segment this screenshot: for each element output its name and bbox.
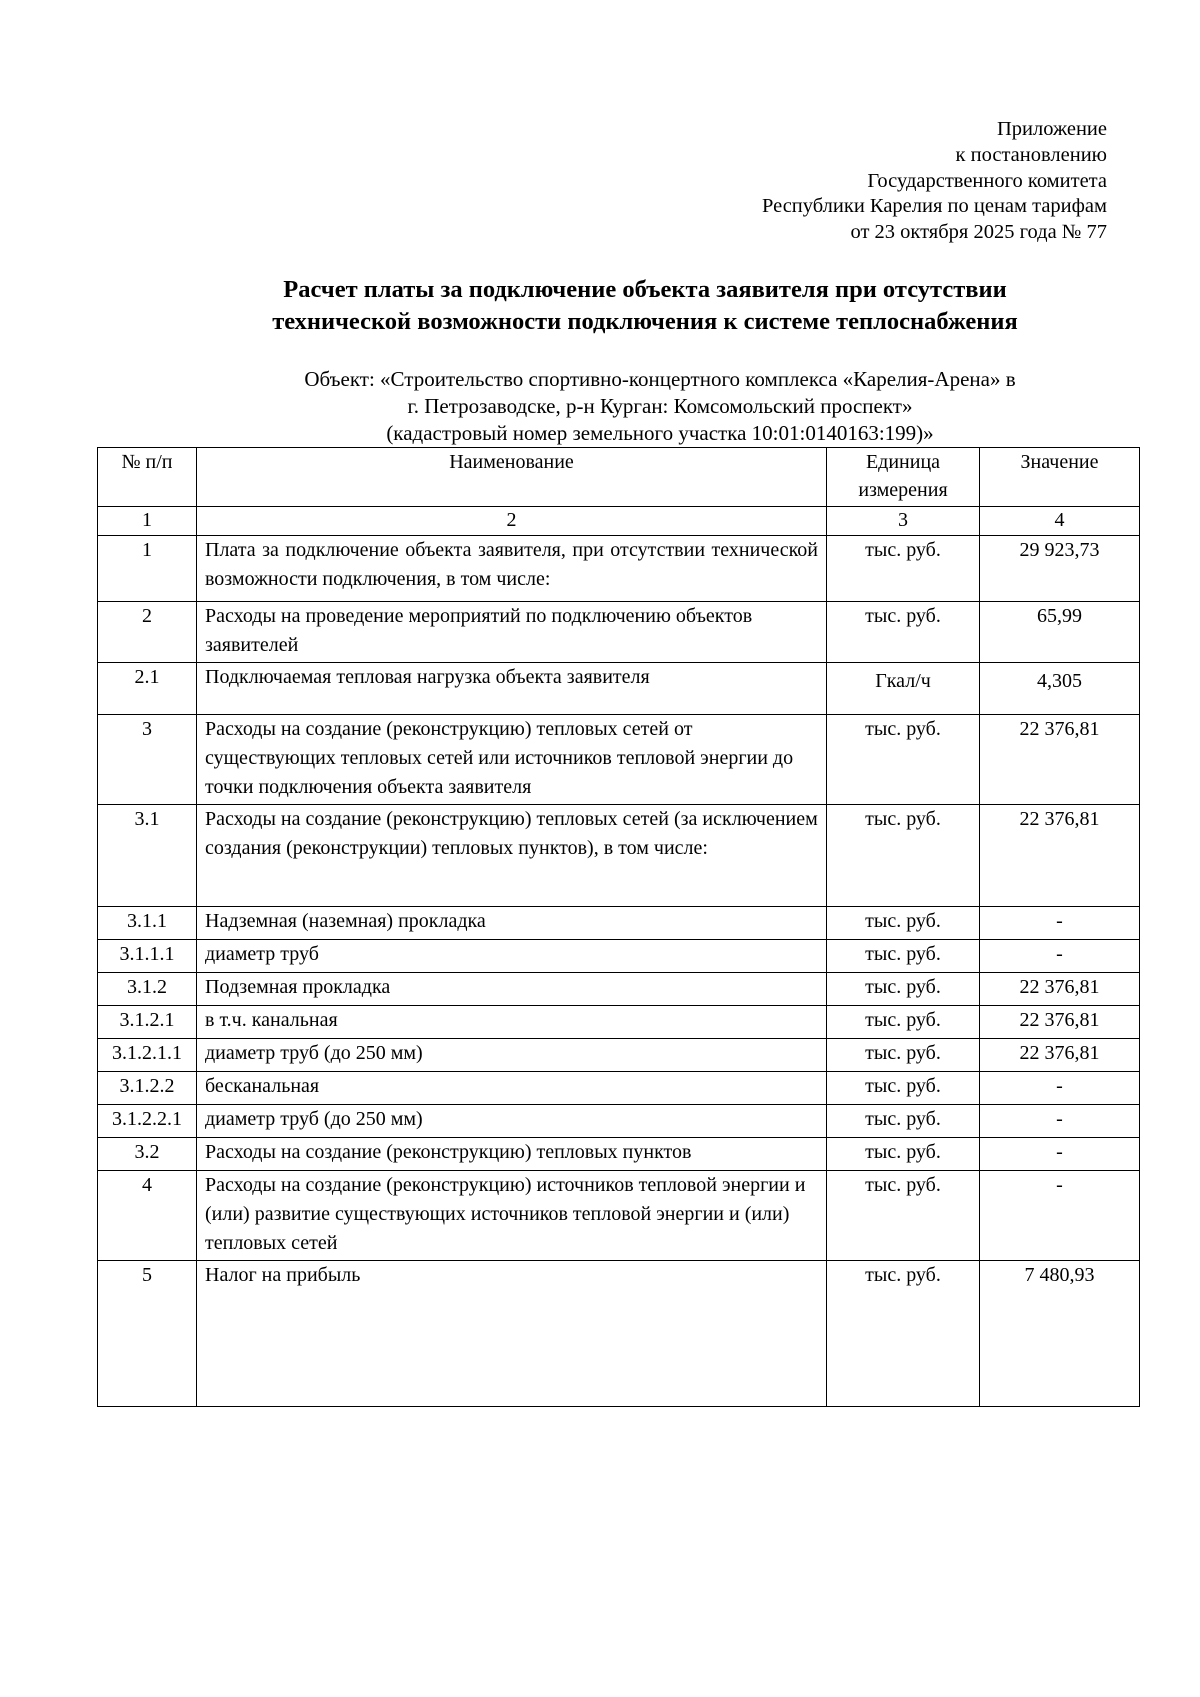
row-num: 3.1.2.2.1 <box>98 1105 197 1138</box>
header-value: Значение <box>980 448 1140 507</box>
title-line: технической возможности подключения к системе теплоснабжения <box>272 308 1018 335</box>
annex-line: от 23 октября 2025 года № 77 <box>850 221 1107 244</box>
table-row <box>98 536 1140 602</box>
column-index: 2 <box>197 507 827 536</box>
table-row <box>98 602 1140 663</box>
row-name: диаметр труб <box>197 940 827 973</box>
row-num: 2.1 <box>98 663 197 715</box>
row-name: Налог на прибыль <box>197 1261 827 1407</box>
row-value: 22 376,81 <box>980 973 1140 1006</box>
row-unit: тыс. руб. <box>827 907 980 940</box>
table-row <box>98 1171 1140 1261</box>
row-name: Подключаемая тепловая нагрузка объекта заявителя <box>197 663 827 715</box>
row-name: Надземная (наземная) прокладка <box>197 907 827 940</box>
row-unit: тыс. руб. <box>827 1261 980 1407</box>
header-unit <box>827 448 980 507</box>
object-line: г. Петрозаводске, р-н Курган: Комсомольский проспект» <box>407 394 913 418</box>
table-row <box>98 940 1140 973</box>
column-index-row <box>98 507 1140 536</box>
row-num: 3.1.1 <box>98 907 197 940</box>
row-value: 22 376,81 <box>980 805 1140 907</box>
object-description <box>90 366 1200 447</box>
row-unit: тыс. руб. <box>827 1171 980 1261</box>
row-unit: тыс. руб. <box>827 805 980 907</box>
row-unit: тыс. руб. <box>827 536 980 602</box>
row-unit: тыс. руб. <box>827 1006 980 1039</box>
row-value: - <box>980 1072 1140 1105</box>
row-unit: тыс. руб. <box>827 940 980 973</box>
row-name: бесканальная <box>197 1072 827 1105</box>
title-line: Расчет платы за подключение объекта заявителя при отсутствии <box>283 276 1007 303</box>
row-name: Плата за подключение объекта заявителя, при отсутствии технической возможности подключения, в том числе: <box>197 536 827 602</box>
row-value: - <box>980 940 1140 973</box>
row-name: Расходы на создание (реконструкцию) источников тепловой энергии и (или) развитие существующих источников тепловой энергии и (или) тепловых сетей <box>197 1171 827 1261</box>
row-value: - <box>980 1171 1140 1261</box>
row-unit: Гкал/ч <box>827 663 980 715</box>
table-row <box>98 1072 1140 1105</box>
row-num: 3 <box>98 715 197 805</box>
row-num: 5 <box>98 1261 197 1407</box>
row-unit: тыс. руб. <box>827 1105 980 1138</box>
row-num: 2 <box>98 602 197 663</box>
row-unit: тыс. руб. <box>827 973 980 1006</box>
row-value: - <box>980 907 1140 940</box>
row-name: Расходы на проведение мероприятий по подключению объектов заявителей <box>197 602 827 663</box>
header-num: № п/п <box>98 448 197 507</box>
annex-line: Республики Карелия по ценам тарифам <box>761 195 1107 218</box>
row-num: 3.1.2 <box>98 973 197 1006</box>
row-num: 3.1.1.1 <box>98 940 197 973</box>
table-row <box>98 973 1140 1006</box>
row-num: 3.1.2.1.1 <box>98 1039 197 1072</box>
header-unit-line: измерения <box>858 479 948 501</box>
row-num: 4 <box>98 1171 197 1261</box>
row-value: 22 376,81 <box>980 1006 1140 1039</box>
table-row <box>98 1261 1140 1407</box>
row-unit: тыс. руб. <box>827 1072 980 1105</box>
row-unit: тыс. руб. <box>827 1138 980 1171</box>
row-unit: тыс. руб. <box>827 1039 980 1072</box>
table-row <box>98 1105 1140 1138</box>
row-value: 22 376,81 <box>980 715 1140 805</box>
row-unit: тыс. руб. <box>827 602 980 663</box>
row-value: 29 923,73 <box>980 536 1140 602</box>
row-name: Расходы на создание (реконструкцию) тепловых сетей (за исключением создания (реконструкции) тепловых пунктов), в том числе: <box>197 805 827 907</box>
row-value: 65,99 <box>980 602 1140 663</box>
row-value: - <box>980 1105 1140 1138</box>
row-value: 7 480,93 <box>980 1261 1140 1407</box>
row-num: 1 <box>98 536 197 602</box>
row-name: Подземная прокладка <box>197 973 827 1006</box>
table-row <box>98 1138 1140 1171</box>
row-name: диаметр труб (до 250 мм) <box>197 1105 827 1138</box>
row-value: 22 376,81 <box>980 1039 1140 1072</box>
calculation-table <box>97 447 1140 1407</box>
row-name: диаметр труб (до 250 мм) <box>197 1039 827 1072</box>
table-row <box>98 1006 1140 1039</box>
header-unit-line: Единица <box>865 451 941 473</box>
document-title <box>0 274 1200 338</box>
column-index: 4 <box>980 507 1140 536</box>
row-name: Расходы на создание (реконструкцию) тепловых сетей от существующих тепловых сетей или источников тепловой энергии до точки подключения объекта заявителя <box>197 715 827 805</box>
row-num: 3.1.2.1 <box>98 1006 197 1039</box>
row-name: Расходы на создание (реконструкцию) тепловых пунктов <box>197 1138 827 1171</box>
table-row <box>98 907 1140 940</box>
annex-line: к постановлению <box>955 143 1107 166</box>
table-row <box>98 715 1140 805</box>
annex-line: Приложение <box>996 118 1107 140</box>
header-name: Наименование <box>197 448 827 507</box>
row-unit: тыс. руб. <box>827 715 980 805</box>
object-line: (кадастровый номер земельного участка 10:01:0140163:199)» <box>386 421 934 445</box>
row-value: - <box>980 1138 1140 1171</box>
row-num: 3.1 <box>98 805 197 907</box>
row-num: 3.1.2.2 <box>98 1072 197 1105</box>
column-index: 3 <box>827 507 980 536</box>
table-row <box>98 663 1140 715</box>
table-header-row <box>98 448 1140 507</box>
row-value: 4,305 <box>980 663 1140 715</box>
annex-block <box>762 117 1107 246</box>
row-num: 3.2 <box>98 1138 197 1171</box>
row-name: в т.ч. канальная <box>197 1006 827 1039</box>
table-row <box>98 805 1140 907</box>
table-row <box>98 1039 1140 1072</box>
object-line: Объект: «Строительство спортивно-концертного комплекса «Карелия-Арена» в <box>304 367 1016 391</box>
annex-line: Государственного комитета <box>867 169 1107 192</box>
column-index: 1 <box>98 507 197 536</box>
